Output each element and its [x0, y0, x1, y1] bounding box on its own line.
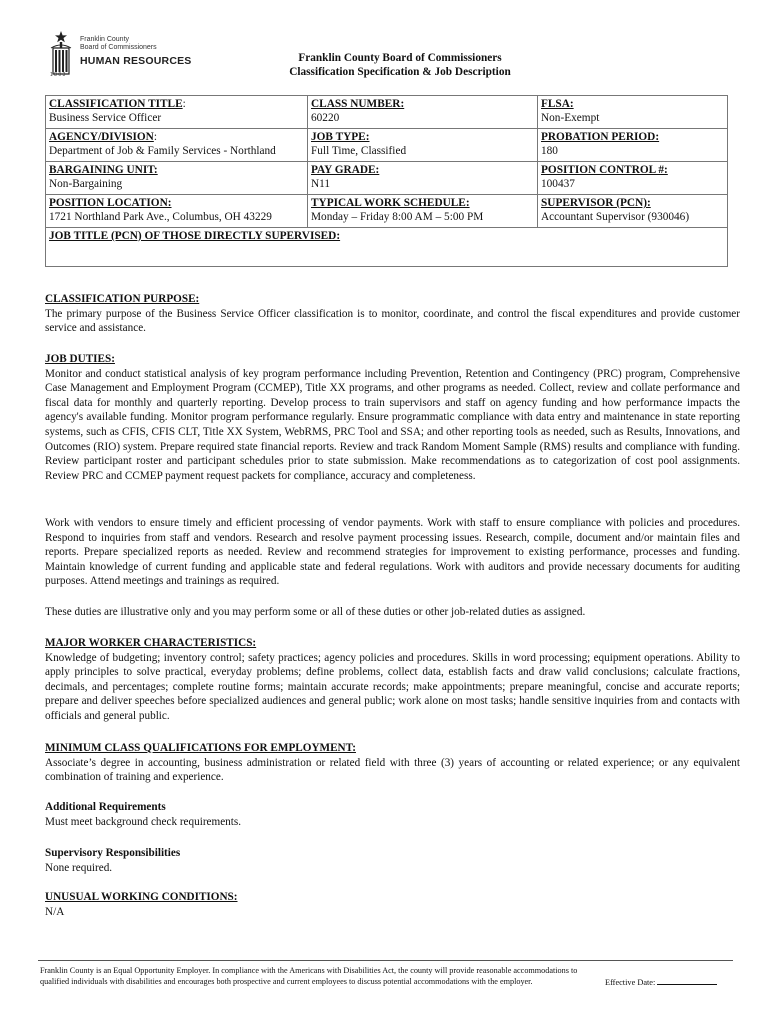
- probation-value: 180: [541, 145, 558, 157]
- duties-section: [45, 352, 740, 483]
- agency-value: Department of Job & Family Services - Northland: [49, 145, 276, 157]
- additional-heading: Additional Requirements: [45, 801, 166, 813]
- probation-cell: [538, 129, 728, 162]
- class-number-value: 60220: [311, 112, 340, 124]
- purpose-heading: CLASSIFICATION PURPOSE:: [45, 293, 200, 305]
- document-title: Franklin County Board of Commissioners: [298, 52, 502, 64]
- job-type-value: Full Time, Classified: [311, 145, 407, 157]
- classification-info-table: [45, 95, 728, 267]
- classification-title-value: Business Service Officer: [49, 112, 162, 124]
- class-number-cell: [308, 96, 538, 129]
- flsa-value: Non-Exempt: [541, 112, 600, 124]
- effective-date-blank: [657, 976, 717, 985]
- logo-year: 1 8 0 3: [50, 72, 66, 78]
- purpose-text: The primary purpose of the Business Service Officer classification is to monitor, coordinate, and control the fiscal expenditures and provide customer service and assistance.: [45, 307, 740, 335]
- duties-paragraph-3: These duties are illustrative only and you may perform some or all of these duties or other job-related duties as assigned.: [45, 606, 586, 618]
- logo-department: HUMAN RESOURCES: [80, 55, 192, 67]
- location-value: 1721 Northland Park Ave., Columbus, OH 43229: [49, 211, 272, 223]
- position-control-label: POSITION CONTROL #:: [541, 164, 668, 176]
- additional-text: Must meet background check requirements.: [45, 815, 242, 828]
- bargaining-label: BARGAINING UNIT:: [49, 164, 158, 176]
- table-row: [46, 129, 728, 162]
- supervisor-label: SUPERVISOR (PCN):: [541, 197, 651, 209]
- position-control-value: 100437: [541, 178, 575, 190]
- bargaining-value: Non-Bargaining: [49, 178, 123, 190]
- pay-grade-cell: [308, 162, 538, 195]
- duties-heading: JOB DUTIES:: [45, 353, 115, 365]
- footer-eeo-statement: Franklin County is an Equal Opportunity Employer. In compliance with the Americans with Disabilities Act, the county will provide reasonable accommodations to qualified individuals with disabilities and encourages both prospective and current employees to discuss potential accommodations with the employer.: [40, 966, 578, 986]
- schedule-label: TYPICAL WORK SCHEDULE:: [311, 197, 470, 209]
- effective-date: [605, 976, 717, 987]
- position-control-cell: [538, 162, 728, 195]
- supervised-label: JOB TITLE (PCN) OF THOSE DIRECTLY SUPERVISED:: [49, 230, 341, 242]
- characteristics-heading: MAJOR WORKER CHARACTERISTICS:: [45, 637, 257, 649]
- logo-board: Board of Commissioners: [80, 44, 157, 51]
- flsa-cell: [538, 96, 728, 129]
- classification-title-label: CLASSIFICATION TITLE: [49, 98, 183, 110]
- supervisor-value: Accountant Supervisor (930046): [541, 211, 690, 223]
- table-row: [46, 195, 728, 228]
- job-type-label: JOB TYPE:: [311, 131, 370, 143]
- qualifications-heading: MINIMUM CLASS QUALIFICATIONS FOR EMPLOYMENT:: [45, 742, 356, 754]
- characteristics-text: Knowledge of budgeting; inventory control; safety practices; agency policies and procedures. Skills in word processing; equipment operations. Ability to apply principles to solve practical, everyday problems; define problems, collect data, establish facts and draw valid conclusions; calculate fractions, decimals, and percentages; complete routine forms; maintain accurate records; make appointments; prepare meaningful, concise and accurate reports; prepare and deliver speeches before specialized audiences and general public; work alone on most tasks; handle sensitive inquiries from and contacts with officials and general public.: [45, 651, 740, 722]
- agency-label: AGENCY/DIVISION: [49, 131, 154, 143]
- duties-paragraph-2: Work with vendors to ensure timely and efficient processing of vendor payments. Work with staff to ensure compliance with policies and procedures. Respond to inquiries from staff and vendors. Research and resolve payment processing issues. Research, compile, document and/or maintain files and reports. Prepare specialized reports as needed. Review and recommend strategies for improvement to existing performance, processes and funding. Maintain knowledge of current funding and applicable state and federal regulations. Work with auditors and provide necessary documents for auditing purposes. Attend meetings and trainings as required.: [45, 517, 740, 588]
- flsa-label: FLSA:: [541, 98, 574, 110]
- additional-section: [45, 800, 740, 829]
- unusual-heading: UNUSUAL WORKING CONDITIONS:: [45, 891, 238, 903]
- unusual-section: [45, 890, 740, 919]
- agency-cell: AGENCY/DIVISION: Department of Job & Family Services - Northland: [46, 129, 308, 162]
- characteristics-section: [45, 636, 740, 724]
- duties-section-2: [45, 516, 740, 589]
- supervisory-heading: Supervisory Responsibilities: [45, 847, 181, 859]
- qualifications-section: [45, 741, 740, 785]
- supervised-cell: [46, 228, 728, 267]
- duties-section-3: [45, 605, 740, 620]
- supervisory-section: [45, 846, 740, 875]
- schedule-cell: [308, 195, 538, 228]
- location-label: POSITION LOCATION:: [49, 197, 172, 209]
- table-row: [46, 96, 728, 129]
- schedule-value: Monday – Friday 8:00 AM – 5:00 PM: [311, 211, 484, 223]
- probation-label: PROBATION PERIOD:: [541, 131, 660, 143]
- qualifications-text: Associate’s degree in accounting, business administration or related field with three (3) years of accounting or related experience; or any equivalent combination of training and experience.: [45, 756, 740, 784]
- document-subtitle: Classification Specification & Job Description: [289, 66, 511, 78]
- footer-divider: [38, 960, 733, 961]
- supervisor-cell: [538, 195, 728, 228]
- class-number-label: CLASS NUMBER:: [311, 98, 405, 110]
- location-cell: [46, 195, 308, 228]
- effective-date-label: Effective Date:: [605, 978, 656, 987]
- table-row: [46, 228, 728, 267]
- table-row: [46, 162, 728, 195]
- bargaining-cell: [46, 162, 308, 195]
- supervisory-text: None required.: [45, 861, 113, 874]
- unusual-text: N/A: [45, 905, 65, 918]
- duties-paragraph-1: Monitor and conduct statistical analysis of key program performance including Prevention, Retention and Contingency (PRC) program, Comprehensive Case Management and Employment Program (CCMEP), Title XX programs, and other programs as needed. Collect, review and collate performance and fiscal data for monthly and quarterly reporting. Develop process to train supervisors and staff on agency funding and how performance impacts the agency's available funding. Monitor program performance regularly. Ensure programmatic compliance with data entry and maintenance in state reporting systems, such as CFIS, CFIS CLT, Title XX System, WebRMS, PRC Tool and SSA; and other reporting tools as needed, such as Results, Innovations, and Outcomes (RIO) system. Prepare required state financial reports. Review and track Random Moment Sample (RMS) results and compliance with funding. Review participant roster and participant schedules prior to state submission. Make recommendations as to categorization of cost pool assignments. Review PRC and CCMEP payment request packets for compliance, accuracy and completeness.: [45, 367, 740, 482]
- classification-title-cell: CLASSIFICATION TITLE: Business Service Officer: [46, 96, 308, 129]
- logo-county: Franklin County: [80, 36, 130, 43]
- pay-grade-label: PAY GRADE:: [311, 164, 380, 176]
- purpose-section: [45, 292, 740, 336]
- pay-grade-value: N11: [311, 178, 331, 190]
- job-type-cell: [308, 129, 538, 162]
